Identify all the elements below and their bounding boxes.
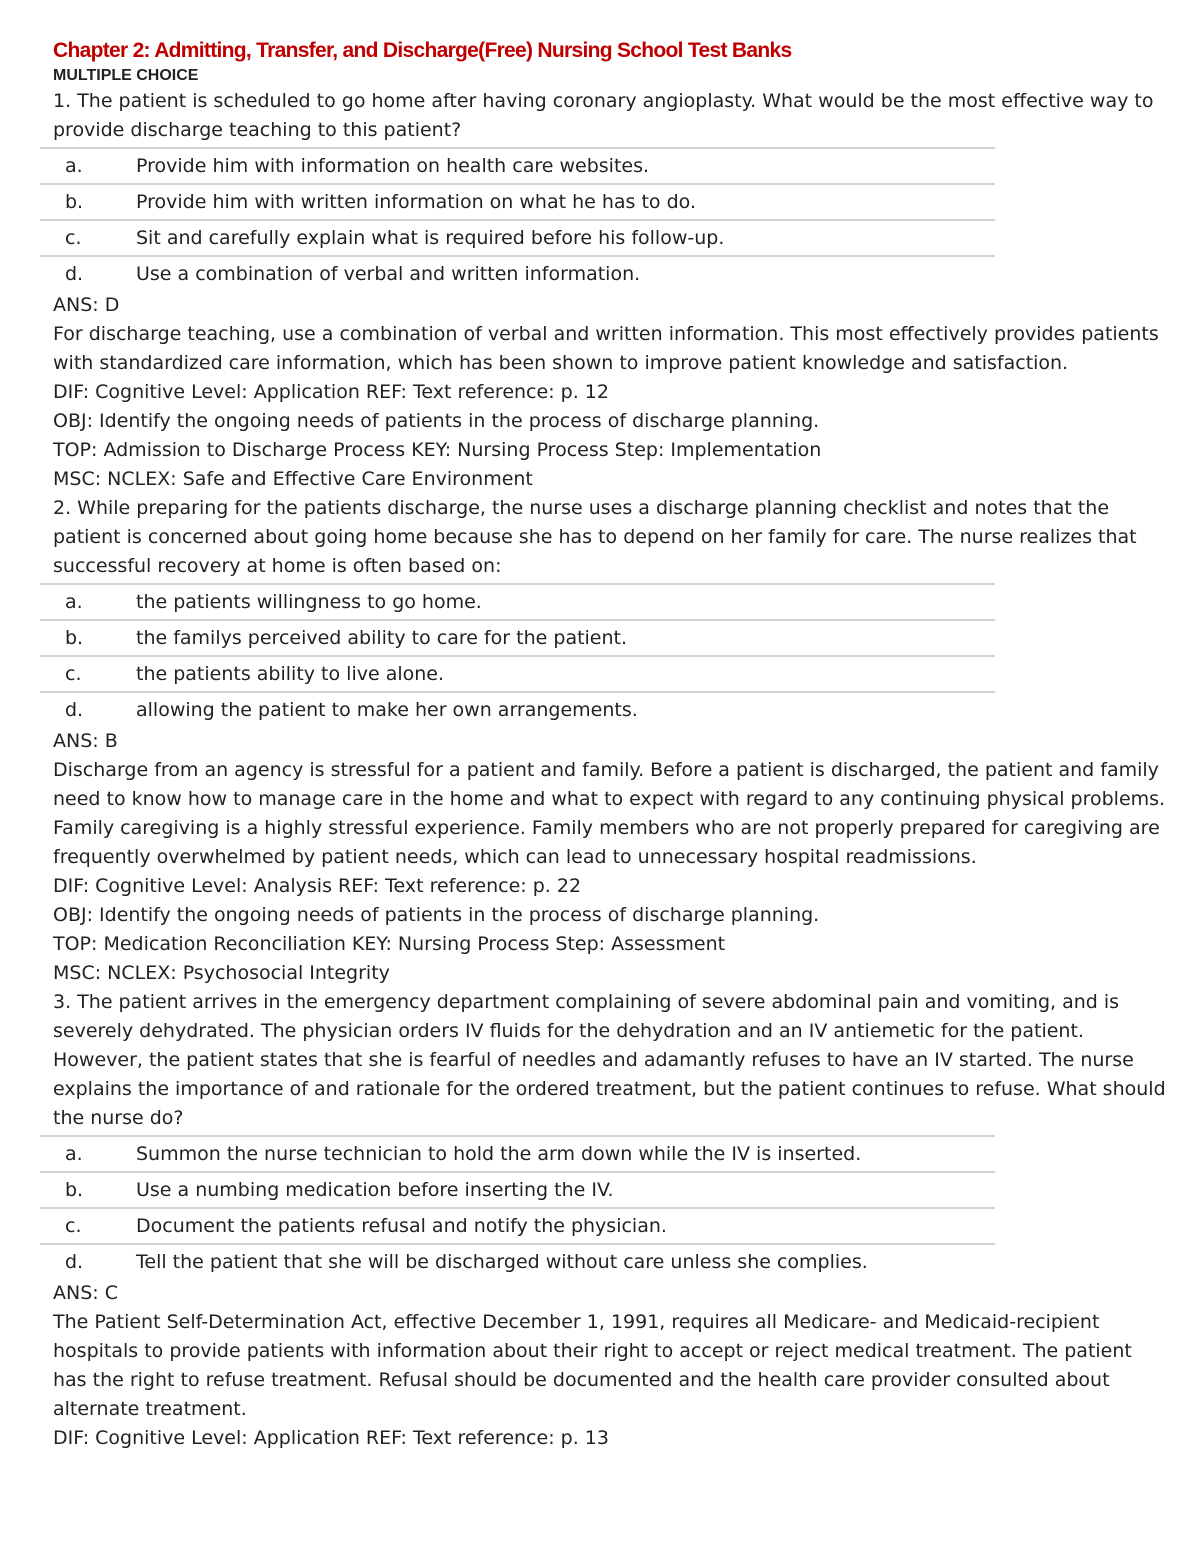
choice-row-a [40, 149, 995, 185]
choice-letter: c. [65, 1215, 82, 1237]
choice-list [40, 583, 995, 727]
answer-line: ANS: B [53, 730, 118, 752]
choice-letter: d. [65, 263, 84, 285]
choice-row-b [40, 1173, 995, 1209]
choice-text: Summon the nurse technician to hold the arm down while the IV is inserted. [136, 1143, 862, 1165]
choice-text: allowing the patient to make her own arrangements. [136, 699, 638, 721]
choice-row-b [40, 185, 995, 221]
choice-row-c [40, 1209, 995, 1245]
choice-text: Sit and carefully explain what is required before his follow-up. [136, 227, 725, 249]
question-stem: 3. The patient arrives in the emergency department complaining of severe abdominal pain and vomiting, and is severely dehydrated. The physician orders IV fluids for the dehydration and an IV antiemetic for the patient. However, the patient states that she is fearful of needles and adamantly refuses to have an IV started. The nurse explains the importance of and rationale for the ordered treatment, but the patient continues to refuse. What should the nurse do? [53, 991, 1166, 1129]
rationale-text: Discharge from an agency is stressful for a patient and family. Before a patient is discharged, the patient and family need to know how to manage care in the home and what to expect with regard to any continuing physical problems. Family caregiving is a highly stressful experience. Family members who are not properly prepared for caregiving are frequently overwhelmed by patient needs, which can lead to unnecessary hospital readmissions. [53, 759, 1166, 868]
question-stem: 2. While preparing for the patients discharge, the nurse uses a discharge planning checklist and notes that the patient is concerned about going home because she has to depend on her family for care. The nurse realizes that successful recovery at home is often based on: [53, 497, 1137, 577]
dif-line: DIF: Cognitive Level: Application REF: Text reference: p. 12 [53, 381, 609, 403]
choice-letter: a. [65, 155, 83, 177]
choice-letter: b. [65, 191, 84, 213]
choice-letter: d. [65, 1251, 84, 1273]
choice-letter: a. [65, 591, 83, 613]
choice-text: the patients willingness to go home. [136, 591, 482, 613]
choice-row-a [40, 1137, 995, 1173]
top-line: TOP: Medication Reconciliation KEY: Nursing Process Step: Assessment [53, 933, 726, 955]
rationale-text: The Patient Self-Determination Act, effective December 1, 1991, requires all Medicare- and Medicaid-recipient hospitals to provide patients with information about their right to accept or reject medical treatment. The patient has the right to refuse treatment. Refusal should be documented and the health care provider consulted about alternate treatment. [53, 1311, 1132, 1420]
choice-row-a [40, 585, 995, 621]
choice-list [40, 1135, 995, 1279]
msc-line: MSC: NCLEX: Safe and Effective Care Environment [53, 468, 533, 490]
top-line: TOP: Admission to Discharge Process KEY: Nursing Process Step: Implementation [53, 439, 822, 461]
choice-row-b [40, 621, 995, 657]
obj-line: OBJ: Identify the ongoing needs of patients in the process of discharge planning. [53, 904, 820, 926]
question-stem: 1. The patient is scheduled to go home after having coronary angioplasty. What would be the most effective way to provide discharge teaching to this patient? [53, 90, 1154, 141]
choice-text: the patients ability to live alone. [136, 663, 445, 685]
choice-text: Use a combination of verbal and written information. [136, 263, 641, 285]
chapter-title: Chapter 2: Admitting, Transfer, and Discharge(Free) Nursing School Test Banks [53, 39, 792, 62]
choice-text: Provide him with written information on what he has to do. [136, 191, 696, 213]
section-label: MULTIPLE CHOICE [53, 67, 199, 84]
document-page [53, 38, 1168, 1453]
choice-row-d [40, 1245, 995, 1279]
choice-list [40, 147, 995, 291]
choice-letter: a. [65, 1143, 83, 1165]
choice-letter: c. [65, 663, 82, 685]
choice-row-c [40, 221, 995, 257]
choice-letter: c. [65, 227, 82, 249]
answer-line: ANS: D [53, 294, 120, 316]
choice-letter: b. [65, 1179, 84, 1201]
choice-text: Use a numbing medication before inserting the IV. [136, 1179, 614, 1201]
choice-text: the familys perceived ability to care for the patient. [136, 627, 628, 649]
msc-line: MSC: NCLEX: Psychosocial Integrity [53, 962, 390, 984]
choice-letter: d. [65, 699, 84, 721]
dif-line: DIF: Cognitive Level: Application REF: Text reference: p. 13 [53, 1427, 609, 1449]
question-block-2 [53, 494, 1168, 988]
answer-line: ANS: C [53, 1282, 118, 1304]
question-block-3 [53, 988, 1168, 1453]
obj-line: OBJ: Identify the ongoing needs of patients in the process of discharge planning. [53, 410, 820, 432]
choice-row-d [40, 257, 995, 291]
choice-text: Document the patients refusal and notify the physician. [136, 1215, 667, 1237]
question-block-1 [53, 87, 1168, 494]
choice-text: Tell the patient that she will be discharged without care unless she complies. [136, 1251, 868, 1273]
choice-row-d [40, 693, 995, 727]
dif-line: DIF: Cognitive Level: Analysis REF: Text reference: p. 22 [53, 875, 582, 897]
choice-letter: b. [65, 627, 84, 649]
rationale-text: For discharge teaching, use a combination of verbal and written information. This most effectively provides patients with standardized care information, which has been shown to improve patient knowledge and satisfaction. [53, 323, 1159, 374]
choice-text: Provide him with information on health care websites. [136, 155, 650, 177]
choice-row-c [40, 657, 995, 693]
